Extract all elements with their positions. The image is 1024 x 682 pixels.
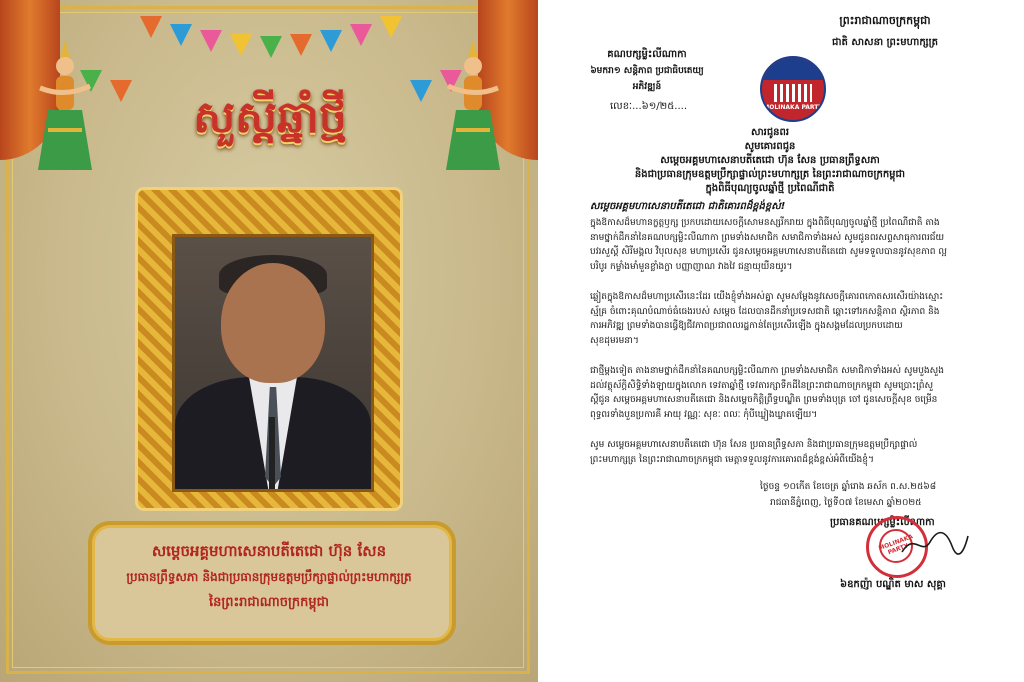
bunting-flag [290, 34, 312, 56]
banner-line: សម្តេចអគ្គមហាសេនាបតីតេជោ ហ៊ុន សែន [151, 542, 387, 560]
lunar-date: ថ្ងៃចន្ទ ១០កើត ខែចេត្រ ឆ្នាំរោង ឆស័ក ព.ស.២៥៦៨ [760, 482, 937, 492]
paragraph: ជាថ្មីម្តងទៀត តាងនាមថ្នាក់ដឹកនាំនៃគណបក្សម្លិះលីណាកា ព្រមទាំងសមាជិក សមាជិកាទាំងអស់ សូមបួងសួងដល់វត្ថុស័ក្តិសិទ្ធិទាំងឡាយក្នុងលោក ទេវតាឆ្នាំថ្មី ទេវតារក្សាទឹកដីនៃព្រះរាជាណាចក្រកម្ពុជា សូមប្រោះព្រំសួស្តីជូន សម្តេចអគ្គមហាសេនាបតីតេជោ និងសម្តេចកិត្តិព្រឹទ្ធបណ្ឌិត ព្រមទាំងបុត្រ ចៅ ជូនសេចក្តីសុខ ចម្រើន ពុទ្ធពរទាំងបួនប្រការគឺ អាយុ វណ្ណៈ សុខៈ ពលៈ កុំបីឃ្លៀងឃ្លាតឡើយ។ [590, 366, 944, 420]
paragraph: ក្នុងឱកាសដ៏មហានក្ខត្តឫក្ស ប្រកបដោយសេចក្តីសោមនស្សរីករាយ ក្នុងពិធីបុណ្យចូលឆ្នាំថ្មី ប្រពៃណីជាតិ តាងនាមថ្នាក់ដឹកនាំនៃគណបក្សម្លិះលីណាកា ព្រមទាំងសមាជិក សមាជិកាទាំងអស់ សូមជូនពរសព្ទសាធុការពរជ័យ បវរសួស្តី សិរីមង្គល វិបុលសុខ មហាប្រសើរ ជូនសម្តេចអគ្គមហាសេនាបតីតេជោ សូមទទួលបាននូវសុខភាព ល្អបរិបូរ កម្លាំងមាំមួនខ្លាំងក្លា បញ្ញាញាណ វាងវៃ ជន្មាយុយឺនយូរ។ [590, 218, 947, 272]
bunting-flag [170, 24, 192, 46]
party-logo: MOLINAKA PARTY [760, 56, 826, 122]
poster-title: សួស្តីឆ្នាំថ្មី [193, 92, 347, 143]
reference-number: លេខៈ...៦១/២៥.... [610, 101, 688, 112]
portrait-photo [172, 234, 374, 492]
bunting-flag [230, 34, 252, 56]
message-line: សម្តេចអគ្គមហាសេនាបតីតេជោ ហ៊ុន សែន ប្រធានព្រឹទ្ធសភា [660, 155, 880, 166]
paragraph: សូម សម្តេចអគ្គមហាសេនាបតីតេជោ ហ៊ុន សែន ប្រធានព្រឹទ្ធសភា និងជាប្រធានក្រុមឧត្តមប្រឹក្សាផ្ទាល់ព្រះមហាក្សត្រ នៃព្រះរាជាណាចក្រកម្ពុជា មេត្តាទទួលនូវការគោរពដ៏ខ្ពង់ខ្ពស់អំពីយើងខ្ញុំ។ [590, 440, 918, 465]
solar-date: រាជធានីភ្នំពេញ, ថ្ងៃទី០៧ ខែមេសា ឆ្នាំ២០២៥ [770, 498, 922, 508]
bunting-flag [350, 24, 372, 46]
message-line: ក្នុងពិធីបុណ្យចូលឆ្នាំថ្មី ប្រពៃណីជាតិ [705, 183, 835, 194]
bunting-flag [200, 30, 222, 52]
bunting-flag [320, 30, 342, 52]
party-name: គណបក្សម្លិះលីណាកា [607, 49, 687, 60]
banner-line: នៃព្រះរាជាណាចក្រកម្ពុជា [208, 595, 330, 610]
signer-name: ៦ឧកញ៉ា បណ្ឌិត មាស សុគ្គា [840, 579, 946, 590]
bunting-flag [260, 36, 282, 58]
message-line: សូមគោរពជូន [744, 141, 796, 152]
message-line: និងជាប្រធានក្រុមឧត្តមប្រឹក្សាផ្ទាល់ព្រះមហាក្សត្រ នៃព្រះរាជាណាចក្រកម្ពុជា [634, 169, 906, 180]
bunting-flag [380, 16, 402, 38]
signature [900, 528, 970, 558]
apsara-dancer-left [30, 40, 100, 180]
banner-line: ប្រធានព្រឹទ្ធសភា និងជាប្រធានក្រុមឧត្តមប្រឹក្សាផ្ទាល់ព្រះមហាក្សត្រ [126, 570, 412, 584]
national-motto: ជាតិ សាសនា ព្រះមហាក្សត្រ [832, 37, 938, 48]
paragraph: ឆ្លៀតក្នុងឱកាសដ៏មហាប្រសើរនេះដែរ យើងខ្ញុំទាំងអស់គ្នា សូមសម្តែងនូវសេចក្តីគោរពកោតសរសើរយ៉ាងស្មោះស្ម័គ្រ ចំពោះគុណបំណាច់ធំធេងរបស់ សម្តេច ដែលបានដឹកនាំប្រទេសជាតិ ឆ្ពោះទៅរកសន្តិភាព ស្ថិរភាព និងការអភិវឌ្ឍ ព្រមទាំងបានធ្វើឱ្យជីវភាពប្រជាពលរដ្ឋកាន់តែប្រសើរឡើង ក្នុងសង្គមដែលប្រកបដោយសុខដុមរមនា។ [590, 292, 944, 346]
party-stamp: MOLINAKA PARTY [866, 516, 928, 578]
message-heading: សារជូនពរ [750, 127, 790, 138]
banner-text [100, 538, 438, 616]
party-subtitle: ៦មករា១ សន្តិភាព ប្រជាធិបតេយ្យ [590, 66, 704, 76]
kingdom-heading: ព្រះរាជាណាចក្រកម្ពុជា [839, 14, 931, 27]
bunting-flag [140, 16, 162, 38]
apsara-dancer-right [438, 40, 508, 180]
signer-title: ប្រធានគណបក្សម្លិះលីណាកា [830, 517, 935, 528]
party-subtitle: អភិវឌ្ឍន៍ [632, 82, 662, 92]
salutation: សម្តេចអគ្គមហាសេនាបតីតេជោ ជាតិគោរពដ៏ខ្ពង់ខ្ពស់! [590, 201, 786, 212]
